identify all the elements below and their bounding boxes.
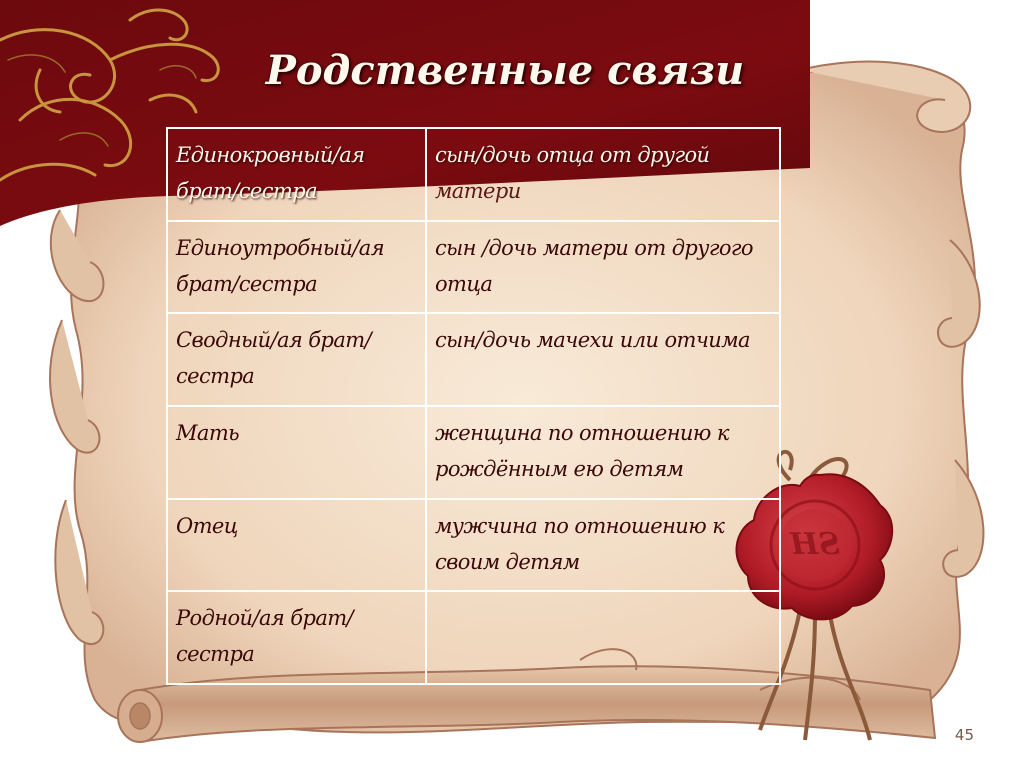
- slide-title: Родственные связи: [265, 47, 745, 94]
- table-row: [167, 499, 780, 592]
- term-cell: Отец: [167, 499, 426, 592]
- definition-cell: женщина по отношению к рождённым ею детям: [426, 406, 780, 499]
- table-row: [167, 128, 780, 221]
- term-cell: Мать: [167, 406, 426, 499]
- term-cell: Сводный/ая брат/сестра: [167, 313, 426, 406]
- term-cell: Единоутробный/ая брат/сестра: [167, 221, 426, 314]
- table-row: [167, 591, 780, 684]
- table-row: [167, 313, 780, 406]
- definition-cell: сын /дочь матери от другого отца: [426, 221, 780, 314]
- definition-cell: [426, 591, 780, 684]
- kinship-table: [166, 127, 781, 685]
- table-row: [167, 406, 780, 499]
- definition-text: матери: [435, 179, 521, 203]
- definition-cell: [426, 128, 780, 221]
- definition-cell: сын/дочь мачехи или отчима: [426, 313, 780, 406]
- seal-monogram-text: SH: [789, 527, 841, 562]
- definition-cell: мужчина по отношению к своим детям: [426, 499, 780, 592]
- term-cell: Родной/ая брат/сестра: [167, 591, 426, 684]
- definition-text: сын/дочь отца от другой: [435, 143, 710, 167]
- table-row: [167, 221, 780, 314]
- page-number: 45: [954, 726, 974, 744]
- wax-seal-monogram: [770, 520, 860, 570]
- term-cell: Единокровный/ая брат/сестра: [167, 128, 426, 221]
